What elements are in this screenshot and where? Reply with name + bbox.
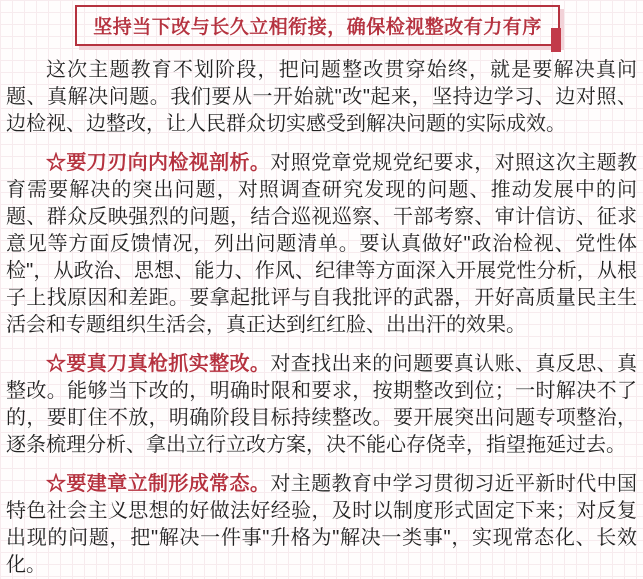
- paragraph-text: 对查找出来的问题要真认账、真反思、真整改。能够当下改的，明确时限和要求，按期整改到位；一时解决不了的，要盯住不放，明确阶段目标持续整改。要开展突出问题专项整治，逐条梳理分析、拿出立行立改方案，决不能心存侥幸，指望拖延过去。: [6, 353, 638, 456]
- paragraph: [6, 57, 637, 138]
- paragraph-text: 这次主题教育不划阶段，把问题整改贯穿始终，就是要解决真问题、真解决问题。我们要从一开始就"改"起来，坚持边学习、边对照、边检视、边整改，让人民群众切实感受到解决问题的实际成效。: [6, 59, 637, 135]
- article-body: [6, 57, 637, 579]
- paragraph-lead: ☆要真刀真枪抓实整改。: [46, 353, 271, 375]
- paragraph: [6, 150, 637, 339]
- paragraph-lead: ☆要刀刃向内检视剖析。: [46, 152, 271, 174]
- title-banner: [75, 5, 560, 46]
- paragraph-text: 对主题教育中学习贯彻习近平新时代中国特色社会主义思想的好做法好经验，及时以制度形式固定下来；对反复出现的问题，把"解决一件事"升格为"解决一类事"，实现常态化、长效化。: [6, 473, 638, 576]
- paragraph: [6, 351, 637, 459]
- paragraph-lead: ☆要建章立制形成常态。: [46, 473, 271, 495]
- page-title: 坚持当下改与长久立相衔接，确保检视整改有力有序: [93, 17, 542, 38]
- title-accent-tab: [551, 28, 561, 52]
- paragraph-text: 对照党章党规党纪要求，对照这次主题教育需要解决的突出问题，对照调查研究发现的问题、推动发展中的问题、群众反映强烈的问题，结合巡视巡察、干部考察、审计信访、征求意见等方面反馈情况，列出问题清单。要认真做好"政治检视、党性体检"，从政治、思想、能力、作风、纪律等方面深入开展党性分析，从根子上找原因和差距。要拿起批评与自我批评的武器，开好高质量民主生活会和专题组织生活会，真正达到红红脸、出出汗的效果。: [6, 152, 638, 336]
- paragraph: [6, 471, 637, 579]
- article-page: [0, 5, 643, 579]
